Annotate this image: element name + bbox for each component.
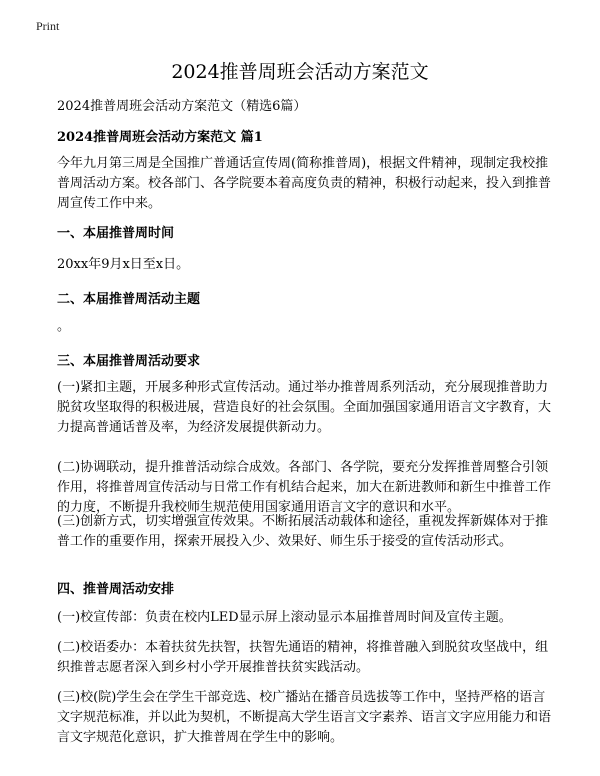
- section4-paragraph-3: (三)校(院)学生会在学生干部竞选、校广播站在播音员选拔等工作中，坚持严格的语言文字规范标准，并以此为契机，不断提高大学生语言文字素养、语言文字应用能力和语言文字规范化意识，扩大推普周在学生中的影响。: [57, 690, 552, 745]
- section4-paragraph-1: (一)校宣传部：负责在校内LED显示屏上滚动显示本届推普周时间及宣传主题。: [57, 610, 512, 625]
- section4-heading: 四、推普周活动安排: [57, 582, 175, 597]
- print-link[interactable]: Print: [36, 19, 60, 33]
- subtitle: 2024推普周班会活动方案范文（精选6篇）: [57, 99, 307, 114]
- page-title: 2024推普周班会活动方案范文: [171, 61, 429, 83]
- article-heading: 2024推普周班会活动方案范文 篇1: [57, 130, 263, 145]
- section3-paragraph-3: (三)创新方式，切实增强宣传效果。不断拓展活动载体和途径，重视发挥新媒体对于推普工作的重要作用，探索开展投入少、效果好、师生乐于接受的宣传活动形式。: [57, 514, 549, 549]
- section3-paragraph-1: (一)紧扣主题，开展多种形式宣传活动。通过举办推普周系列活动，充分展现推普助力脱贫攻坚取得的积极进展，营造良好的社会氛围。全面加强国家通用语言文字教育，大力提高普通话普及率，为经济发展提供新动力。: [57, 380, 552, 435]
- section1-text: 20xx年9月x日至x日。: [57, 257, 190, 272]
- section4-paragraph-2: (二)校语委办：本着扶贫先扶智，扶智先通语的精神，将推普融入到脱贫攻坚战中，组织推普志愿者深入到乡村小学开展推普扶贫实践活动。: [57, 640, 549, 675]
- section2-heading: 二、本届推普周活动主题: [57, 292, 201, 307]
- section3-paragraph-2: (二)协调联动，提升推普活动综合成效。各部门、各学院，要充分发挥推普周整合引领作用，将推普周宣传活动与日常工作有机结合起来，加大在新进教师和新生中推普工作的力度，不断提升我校师生规范使用国家通用语言文字的意识和水平。: [57, 460, 552, 515]
- section1-heading: 一、本届推普周时间: [57, 226, 175, 241]
- section3-heading: 三、本届推普周活动要求: [57, 354, 201, 369]
- intro-paragraph: 今年九月第三周是全国推广普通话宣传周(简称推普周)，根据文件精神，现制定我校推普周活动方案。校各部门、各学院要本着高度负责的精神，积极行动起来，投入到推普周宣传工作中来。: [57, 156, 552, 211]
- section2-text: 。: [57, 319, 71, 334]
